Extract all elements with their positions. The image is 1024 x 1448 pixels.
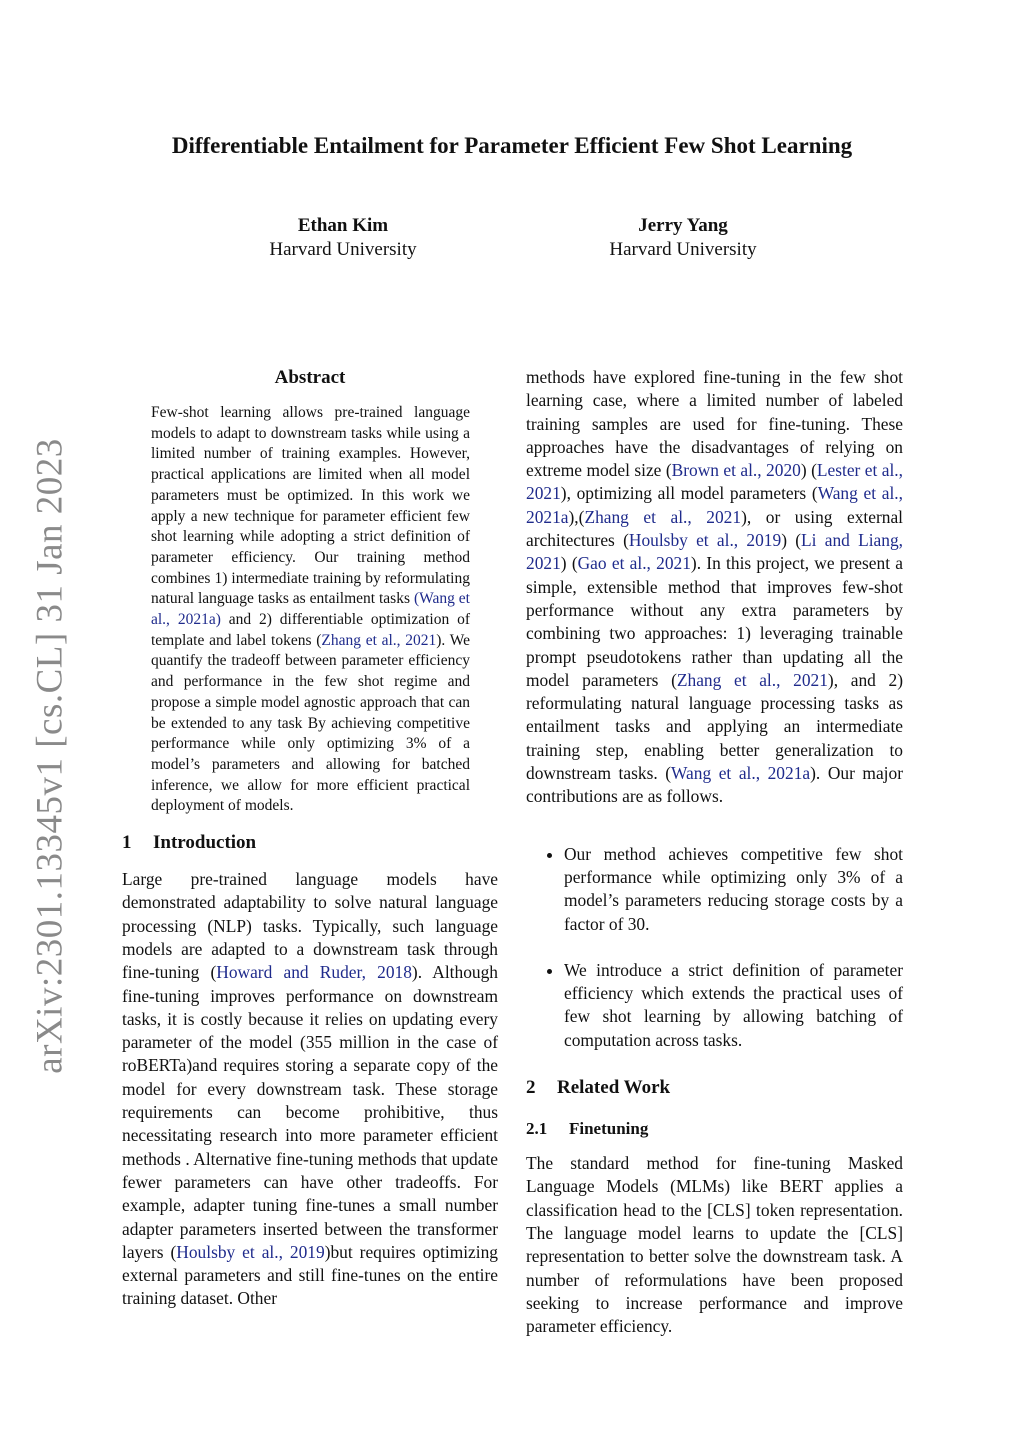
list-item: • We introduce a strict definition of parameter efficiency which extends the practical uses of few shot learning by allowing batching of computation across tasks. [564, 959, 903, 1052]
citation-link[interactable]: Li and Liang, 2021 [526, 530, 904, 574]
citation-link[interactable]: Lester et al., 2021 [526, 460, 903, 504]
contributions-list [526, 843, 903, 1052]
citation-link[interactable]: Wang et al., 2021a [671, 763, 811, 784]
finetuning-paragraph: The standard method for fine-tuning Masked Language Models (MLMs) like BERT applies a classification head to the [CLS] token representation. The language model learns to update the [CLS] representation to better solve the downstream task. A number of reformulations have been proposed seeking to increase performance and improve parameter efficiency. [526, 1153, 903, 1337]
abstract-text: Few-shot learning allows pre-trained language models to adapt to downstream tasks while using a limited number of training examples. However, practical applications are limited when all model parameters must be optimized. In this work we apply a new technique for parameter efficient few shot learning while adopting a strict definition of parameter efficiency. Our training method combines 1) intermediate training by reformulating natural language tasks as entailment tasks (Wang et al., 2021a) and 2) differentiable optimization of template and label tokens (Zhang et al., 2021). We quantify the tradeoff between parameter efficiency and performance in the few shot regime and propose a simple model agnostic approach that can be extended to any task By achieving competitive performance while only optimizing 3% of a model’s parameters and allowing for batched inference, we allow for more efficient practical deployment of models. [151, 404, 470, 815]
author-affiliation: Harvard University [269, 239, 417, 260]
citation-link[interactable]: Zhang et al., 2021 [321, 631, 437, 649]
list-item: • Our method achieves competitive few shot performance while optimizing only 3% of a model’s parameters reducing storage costs by a factor of 30. [564, 843, 903, 936]
citation-link[interactable]: Howard and Ruder, 2018 [216, 962, 412, 983]
right-column [526, 366, 903, 1338]
subsection-heading-finetuning: 2.1 Finetuning [526, 1119, 649, 1139]
citation-link[interactable]: Wang et al., 2021a [526, 483, 904, 527]
author-block [193, 214, 493, 262]
author-block [533, 214, 833, 262]
intro-paragraph-continued: methods have explored fine-tuning in the few shot learning case, where a limited number of labeled training samples are used for fine-tuning. These approaches have the disadvantages of relying on extreme model size (Brown et al., 2020) (Lester et al., 2021), optimizing all model parameters (Wang et al., 2021a),(Zhang et al., 2021), or using external architectures (Houlsby et al., 2019) (Li and Liang, 2021) (Gao et al., 2021). In this project, we present a simple, extensible method that improves few-shot performance without any extra parameters by combining two approaches: 1) leveraging trainable prompt pseudotokens rather than updating all the model parameters (Zhang et al., 2021), and 2) reformulating natural language processing tasks as entailment tasks and applying an intermediate training step, enabling better generalization to downstream tasks. (Wang et al., 2021a). Our major contributions are as follows. [526, 367, 904, 807]
abstract-heading: Abstract [274, 367, 346, 388]
section-heading-introduction: 1 Introduction [122, 832, 257, 854]
citation-link[interactable]: Brown et al., 2020 [671, 460, 801, 481]
citation-link[interactable]: Zhang et al., 2021 [676, 669, 828, 690]
author-name: Jerry Yang [638, 215, 728, 236]
paper-title: Differentiable Entailment for Parameter Efficient Few Shot Learning [171, 133, 853, 158]
section-heading-related-work: 2 Related Work [526, 1077, 671, 1099]
left-column [122, 366, 498, 1311]
citation-link[interactable]: Houlsby et al., 2019 [628, 530, 782, 551]
author-name: Ethan Kim [297, 215, 389, 236]
arxiv-identifier: arXiv:2301.13345v1 [cs.CL] 31 Jan 2023 [29, 438, 71, 1074]
citation-link[interactable]: Gao et al., 2021 [577, 553, 691, 574]
citation-link[interactable]: (Wang et al., 2021a) [151, 590, 470, 629]
citation-link[interactable]: Zhang et al., 2021 [584, 506, 742, 527]
intro-paragraph: Large pre-trained language models have demonstrated adaptability to solve natural language processing (NLP) tasks. Typically, such language models are adapted to a downstream task through fine-tuning (Howard and Ruder, 2018). Although fine-tuning improves performance on downstream tasks, it is costly because it relies on updating every parameter of the model (355 million in the case of roBERTa)and requires storing a separate copy of the model for every downstream task. These storage requirements can become prohibitive, thus necessitating research into more parameter efficient methods . Alternative fine-tuning methods that update fewer parameters can have other tradeoffs. For example, adapter tuning fine-tunes a small number adapter parameters inserted between the transformer layers (Houlsby et al., 2019)but requires optimizing external parameters and still fine-tunes on the entire training dataset. Other [122, 869, 498, 1309]
citation-link[interactable]: Houlsby et al., 2019 [176, 1241, 325, 1262]
author-affiliation: Harvard University [609, 239, 757, 260]
